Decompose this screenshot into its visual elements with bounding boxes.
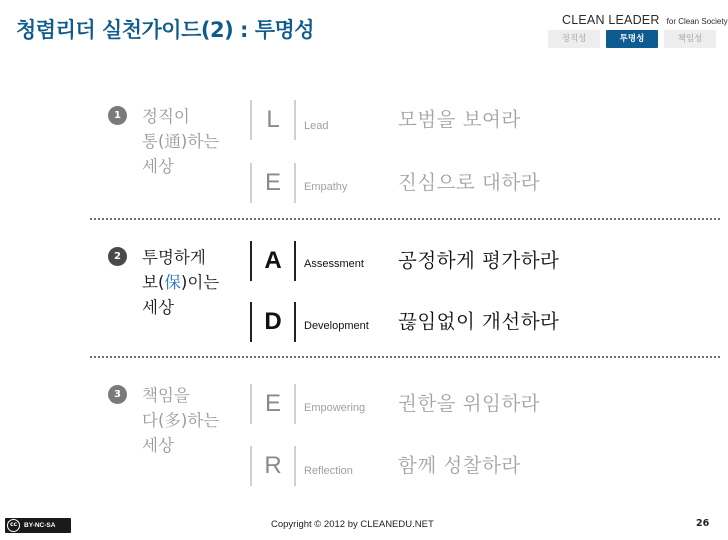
divider-2 [90, 356, 720, 358]
leader-word: Lead [304, 120, 329, 132]
leader-phrase: 끊임없이 개선하라 [398, 310, 560, 333]
tab-bar [548, 30, 720, 48]
leader-row-reflection [0, 446, 720, 486]
tab-responsibility[interactable]: 책임성 [664, 30, 716, 48]
section-text-post: )하는 세상 [142, 132, 220, 176]
section-hanja: 多 [164, 411, 181, 430]
section-text-pre: 투명하게 보( [142, 248, 206, 292]
leader-row-lead [0, 100, 720, 140]
leader-letter: L [250, 100, 296, 140]
cc-icon: cc [7, 519, 20, 532]
section-hanja: 保 [164, 273, 181, 292]
section-text-post: )하는 세상 [142, 411, 220, 455]
leader-phrase: 함께 성찰하라 [398, 454, 521, 477]
leader-word: Empowering [304, 402, 366, 414]
leader-row-development [0, 302, 720, 342]
leader-word: Reflection [304, 465, 353, 477]
tab-transparency[interactable]: 투명성 [606, 30, 658, 48]
leader-word: Assessment [304, 258, 364, 270]
leader-letter: E [250, 384, 296, 424]
section-text-pre: 정직이 통( [142, 107, 190, 151]
leader-phrase: 공정하게 평가하라 [398, 249, 560, 272]
section-hanja: 通 [164, 132, 181, 151]
tab-honesty[interactable]: 정직성 [548, 30, 600, 48]
leader-row-empathy [0, 163, 720, 203]
section-number-badge: 2 [108, 247, 127, 266]
leader-letter: A [250, 241, 296, 281]
section-number-badge: 1 [108, 106, 127, 125]
leader-phrase: 권한을 위임하라 [398, 392, 541, 415]
leader-word: Development [304, 320, 369, 332]
leader-letter: E [250, 163, 296, 203]
page-title: 청렴리더 실천가이드(2) : 투명성 [16, 18, 315, 42]
leader-letter: R [250, 446, 296, 486]
page-number: 26 [696, 518, 710, 529]
brand-main: CLEAN LEADER [562, 13, 660, 27]
leader-word: Empathy [304, 181, 348, 193]
copyright: Copyright © 2012 by CLEANEDU.NET [271, 519, 434, 530]
section-text-pre: 책임을 다( [142, 386, 190, 430]
leader-letter: D [250, 302, 296, 342]
brand-sub: for Clean Society [666, 17, 728, 26]
cc-license-badge[interactable] [5, 518, 71, 533]
leader-phrase: 모범을 보여라 [398, 108, 521, 131]
divider-1 [90, 218, 720, 220]
leader-row-assessment [0, 241, 720, 281]
brand-logo [562, 9, 728, 28]
section-text-post: )이는 세상 [142, 273, 220, 317]
license-text: BY-NC-SA [24, 522, 56, 529]
section-number-badge: 3 [108, 385, 127, 404]
leader-phrase: 진심으로 대하라 [398, 171, 541, 194]
leader-row-empowering [0, 384, 720, 424]
